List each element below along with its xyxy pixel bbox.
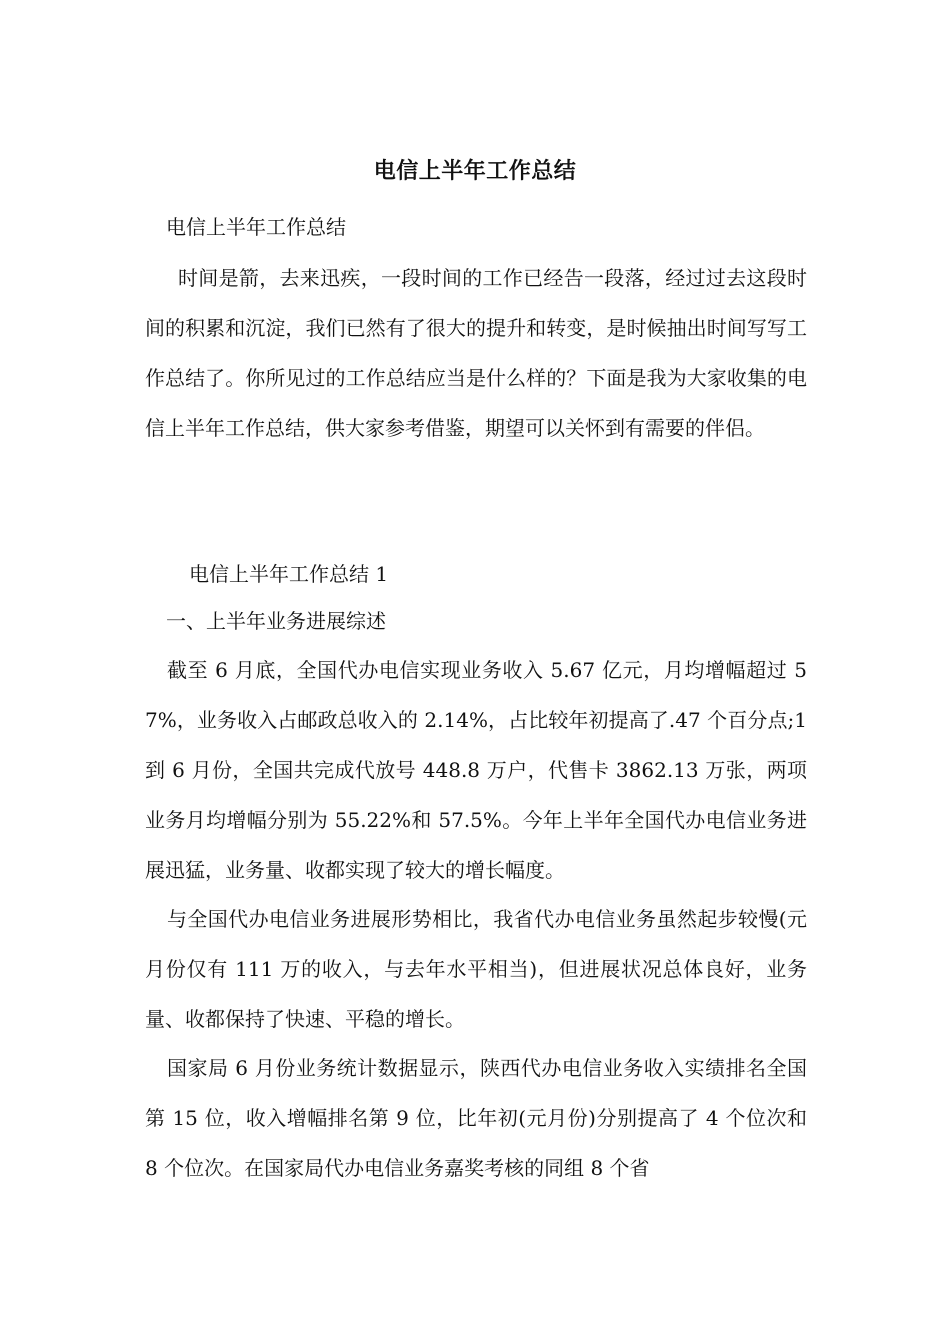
document-title: 电信上半年工作总结 xyxy=(373,158,577,184)
body-paragraph: 国家局 6 月份业务统计数据显示，陕西代办电信业务收入实绩排名全国第 15 位，收入增幅排名第 9 位，比年初(元月份)分别提高了 4 个位次和 8 个位次。在国家局代办电信业务嘉奖考核的同组 8 个省 xyxy=(145,1056,807,1180)
document-subtitle: 电信上半年工作总结 xyxy=(166,215,346,239)
intro-paragraph: 时间是箭，去来迅疾，一段时间的工作已经告一段落，经过过去这段时间的积累和沉淀，我们已然有了很大的提升和转变，是时候抽出时间写写工作总结了。你所见过的工作总结应当是什么样的？下面是我为大家收集的电信上半年工作总结，供大家参考借鉴，期望可以关怀到有需要的伴侣。 xyxy=(145,266,807,440)
body-paragraph: 与全国代办电信业务进展形势相比，我省代办电信业务虽然起步较慢(元月份仅有 111 万的收入，与去年水平相当)，但进展状况总体良好，业务量、收都保持了快速、平稳的增长。 xyxy=(145,907,807,1031)
subsection-heading: 一、上半年业务进展综述 xyxy=(166,609,386,633)
section-heading: 电信上半年工作总结 1 xyxy=(189,562,389,586)
body-paragraph: 截至 6 月底，全国代办电信实现业务收入 5.67 亿元，月均增幅超过 57%，业务收入占邮政总收入的 2.14%，占比较年初提高了.47 个百分点;1 到 6 月份，全国共完成代放号 448.8 万户，代售卡 3862.13 万张，两项业务月均增幅分别为 55.22%和 57.5%。今年上半年全国代办电信业务进展迅猛，业务量、收都实现了较大的增长幅度。 xyxy=(145,658,807,882)
